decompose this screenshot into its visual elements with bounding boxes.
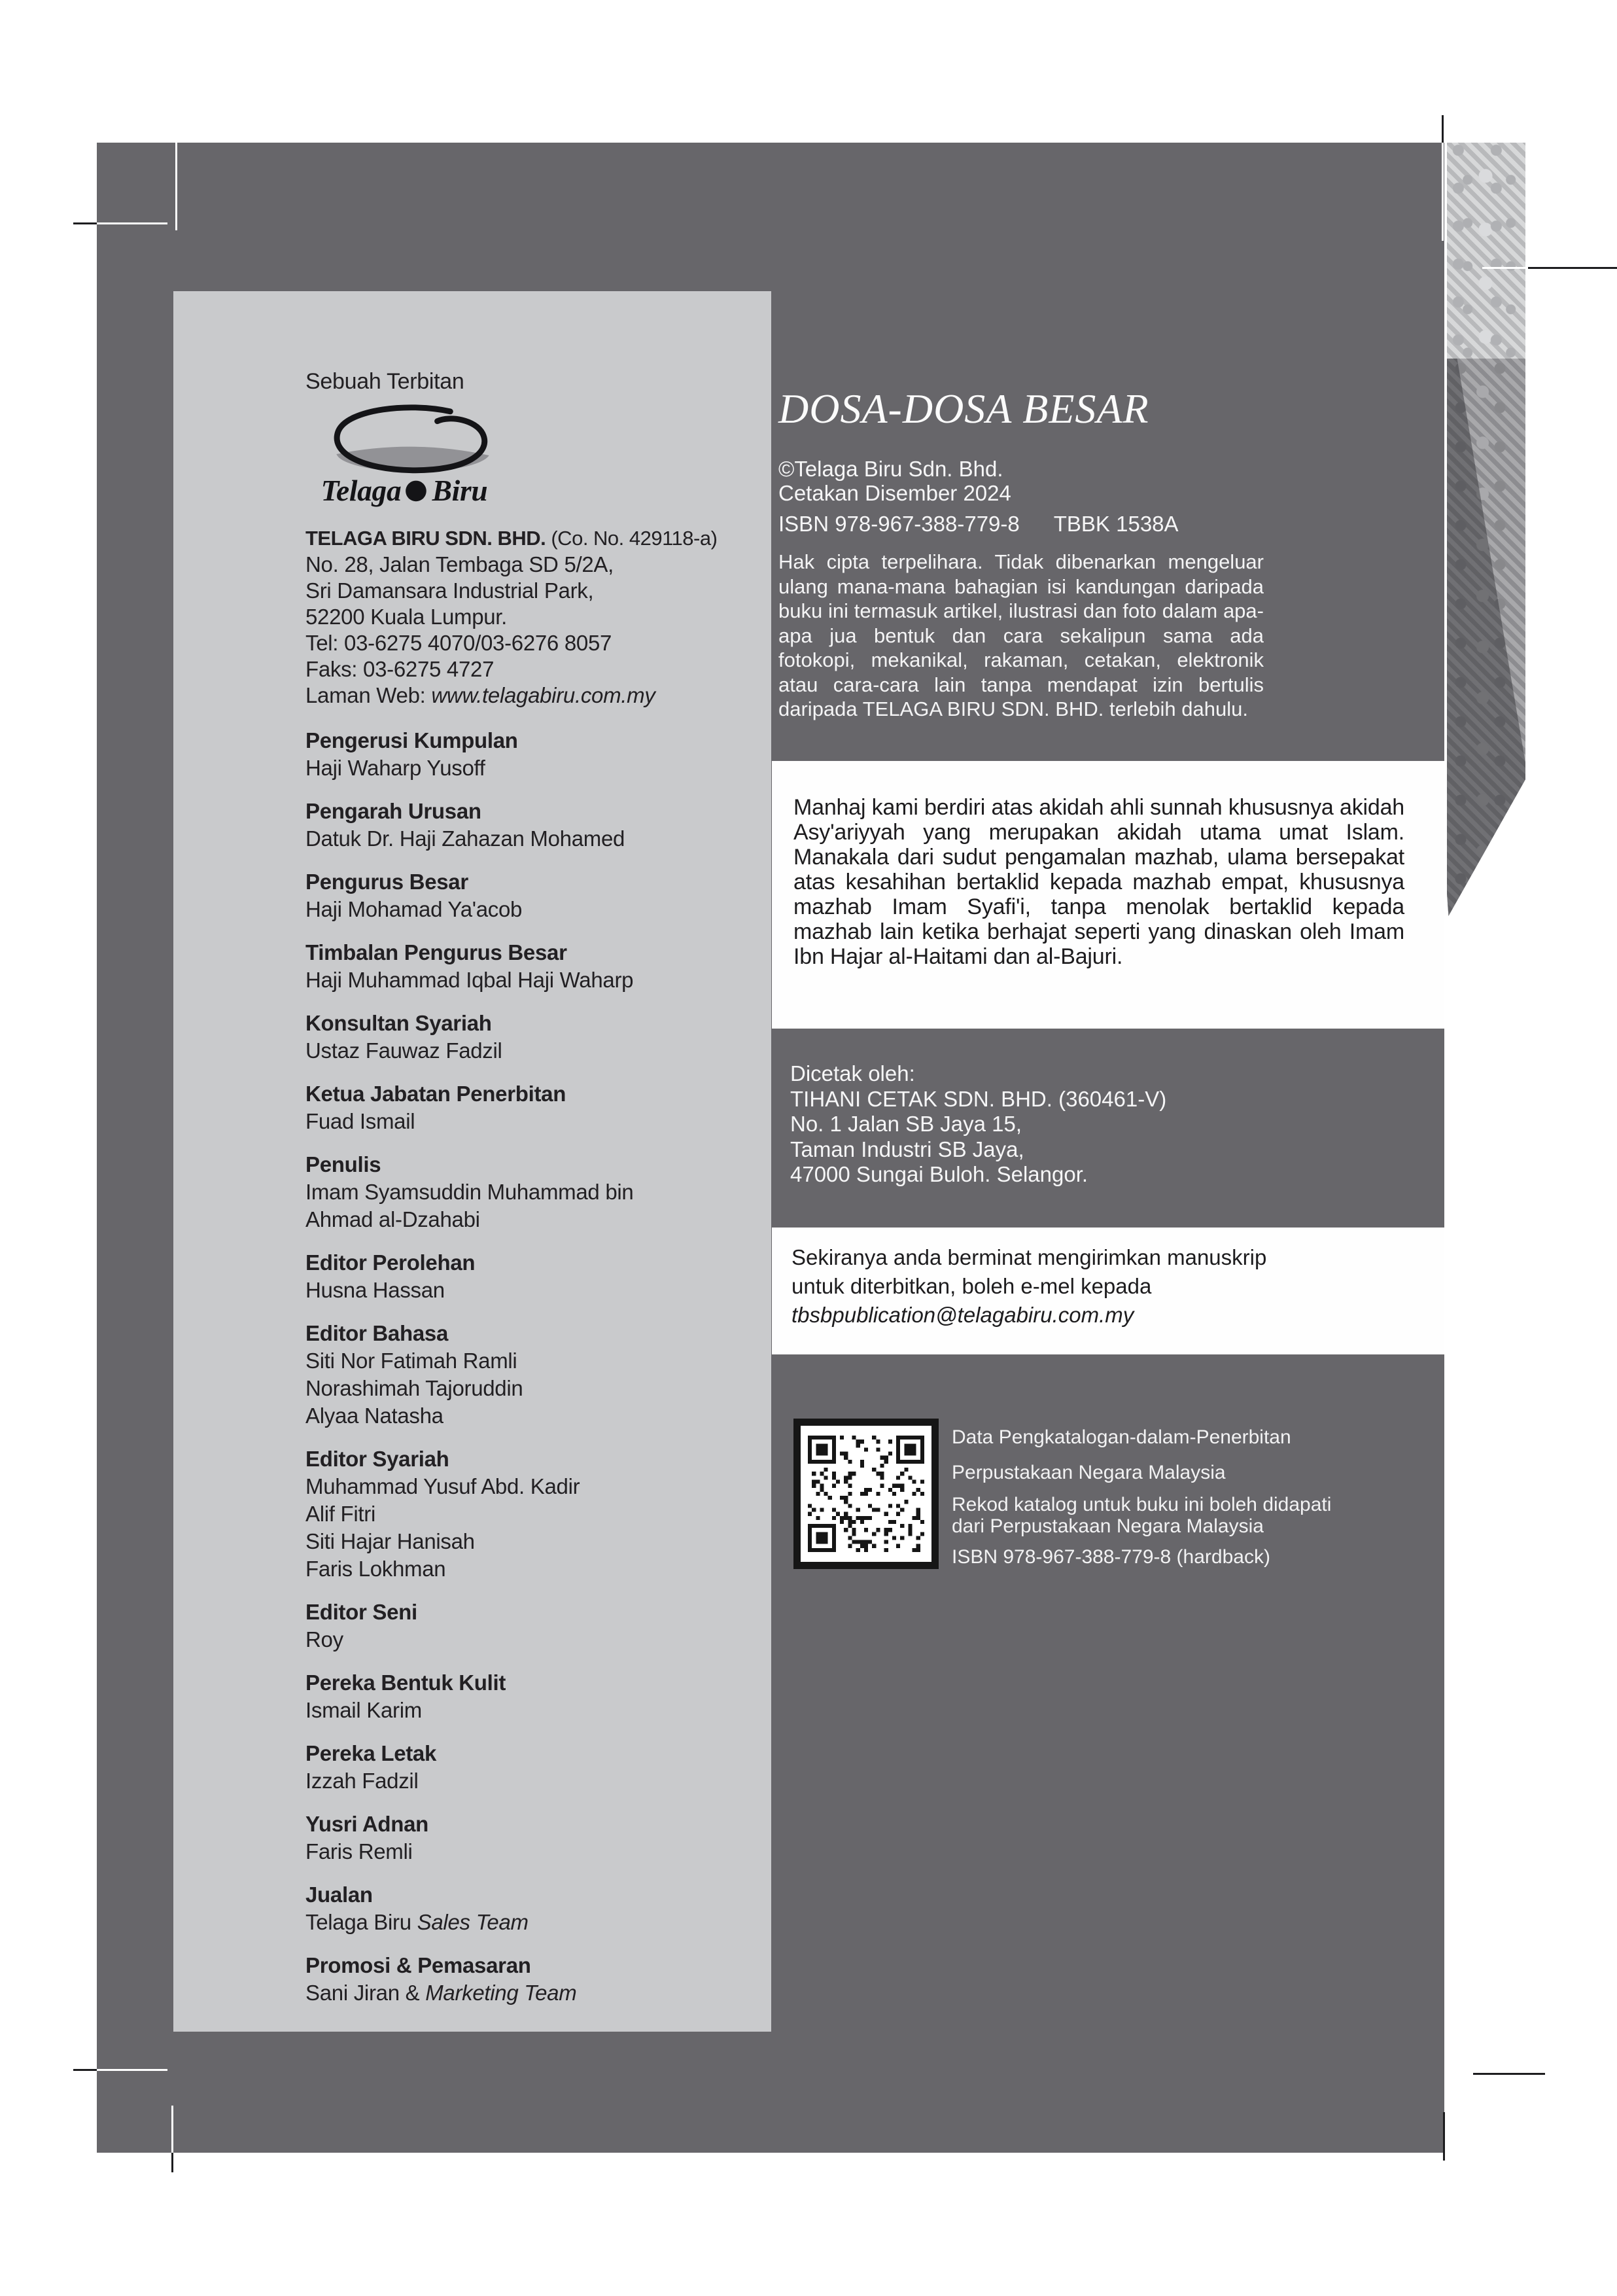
role-name: Imam Syamsuddin Muhammad bin	[305, 1180, 634, 1204]
role-name: Ustaz Fauwaz Fadzil	[305, 1038, 502, 1063]
crop-mark-bottom-left-h-stub	[73, 2069, 97, 2071]
role-title: Yusri Adnan	[305, 1812, 429, 1836]
manuscript-text	[791, 1243, 1266, 1330]
role-name: Alif Fitri	[305, 1502, 375, 1526]
web-label: Laman Web:	[305, 683, 432, 707]
role-name: Haji Muhammad Iqbal Haji Waharp	[305, 968, 634, 992]
manhaj-text: Manhaj kami berdiri atas akidah ahli sunnah khususnya akidah Asy'ariyyah yang merupakan akidah utama umat Islam. Manakala dari sudut pengamalan mazhab, ulama bersepakat atas kesahihan bertaklid kepada mazhab empat, khususnya mazhab Imam Syafi'i, tanpa menolak bertaklid kepada mazhab lain ketika berhajat seperti yang dinaskan oleh Imam Ibn Hajar al-Haitami dan al-Bajuri.	[793, 795, 1404, 969]
manuscript-lines	[791, 1243, 1266, 1301]
publisher-web-line	[305, 682, 765, 709]
role-name: Norashimah Tajoruddin	[305, 1376, 523, 1400]
manhaj-panel	[772, 761, 1444, 1029]
web-url[interactable]: www.telagabiru.com.my	[431, 683, 655, 707]
publisher-address-lines	[305, 552, 765, 682]
cataloguing-library: Perpustakaan Negara Malaysia	[952, 1462, 1226, 1483]
role-name: Fuad Ismail	[305, 1109, 415, 1133]
telaga-biru-logo-icon	[315, 402, 511, 512]
role-title: Konsultan Syariah	[305, 1011, 492, 1035]
printer-label: Dicetak oleh:	[790, 1061, 915, 1086]
cover-pattern-strip	[1447, 143, 1525, 359]
role-name: Muhammad Yusuf Abd. Kadir	[305, 1474, 580, 1498]
role-name: Siti Hajar Hanisah	[305, 1529, 475, 1553]
publisher-name: TELAGA BIRU SDN. BHD.	[305, 527, 546, 550]
manuscript-line-2: untuk diterbitkan, boleh e-mel kepada	[791, 1274, 1152, 1298]
role-group-9	[305, 1320, 765, 1430]
role-title: Pengurus Besar	[305, 870, 468, 894]
crop-mark-bottom-left-v-stub	[171, 2153, 173, 2172]
role-name: Siti Nor Fatimah Ramli	[305, 1349, 517, 1373]
logo-word-biru: Biru	[432, 474, 488, 508]
crop-mark-top-right-v	[1442, 143, 1444, 241]
staff-roles-list	[305, 727, 765, 2007]
role-name: Faris Remli	[305, 1839, 413, 1863]
role-group-15	[305, 1881, 765, 1936]
role-name: Izzah Fadzil	[305, 1769, 419, 1793]
role-group-14	[305, 1810, 765, 1865]
role-title: Ketua Jabatan Penerbitan	[305, 1082, 566, 1106]
rights-notice: Hak cipta terpelihara. Tidak dibenarkan mengeluar ulang mana-mana bahagian isi kandungan daripada buku ini termasuk artikel, ilustrasi dan foto dalam apa-apa jua bentuk dan cara sekalipun sama ada fotokopi, mekanikal, rakaman, cetakan, elektronik atau cara-cara lain tanpa mendapat izin bertulis daripada TELAGA BIRU SDN. BHD. terlebih dahulu.	[778, 550, 1264, 720]
role-title: Pereka Letak	[305, 1741, 437, 1765]
role-group-11	[305, 1598, 765, 1653]
role-name: Ismail Karim	[305, 1698, 422, 1722]
role-name: Roy	[305, 1627, 343, 1651]
copyright-line: ©Telaga Biru Sdn. Bhd.	[778, 457, 1003, 481]
role-group-7	[305, 1151, 765, 1233]
role-group-13	[305, 1740, 765, 1795]
role-title: Editor Seni	[305, 1600, 417, 1624]
address-line-1: No. 28, Jalan Tembaga SD 5/2A,	[305, 552, 614, 576]
role-group-5	[305, 1010, 765, 1065]
role-title: Jualan	[305, 1882, 373, 1907]
crop-mark-top-right-h-on-pattern	[1482, 267, 1525, 269]
logo-dot	[406, 481, 426, 502]
printer-line-1: TIHANI CETAK SDN. BHD. (360461-V)	[790, 1086, 1167, 1111]
cataloguing-record-2: dari Perpustakaan Negara Malaysia	[952, 1515, 1264, 1537]
role-group-10	[305, 1445, 765, 1583]
crop-mark-bottom-left-v	[171, 2106, 173, 2153]
crop-mark-top-left-h-stub	[73, 222, 97, 224]
role-name: Datuk Dr. Haji Zahazan Mohamed	[305, 826, 625, 851]
manuscript-panel	[772, 1227, 1444, 1354]
role-name: Telaga Biru Sales Team	[305, 1910, 529, 1934]
publisher-co-no: (Co. No. 429118-a)	[546, 527, 718, 550]
crop-mark-top-right-h	[1528, 267, 1617, 269]
printer-line-4: 47000 Sungai Buloh. Selangor.	[790, 1162, 1088, 1186]
crop-mark-bottom-right-v	[1443, 2112, 1445, 2161]
cover-pattern-fold	[1447, 359, 1525, 916]
book-title: DOSA-DOSA BESAR	[778, 385, 1149, 432]
role-title: Editor Syariah	[305, 1447, 449, 1471]
qr-code-icon	[793, 1419, 939, 1569]
role-name: Husna Hassan	[305, 1278, 445, 1302]
role-title: Editor Perolehan	[305, 1250, 476, 1275]
edition-line: Cetakan Disember 2024	[778, 481, 1011, 505]
role-title: Penulis	[305, 1152, 381, 1176]
crop-mark-bottom-right-h	[1473, 2073, 1545, 2075]
role-group-1	[305, 727, 765, 782]
role-group-12	[305, 1669, 765, 1724]
address-line-5: Faks: 03-6275 4727	[305, 657, 495, 681]
cataloguing-record-1: Rekod katalog untuk buku ini boleh didapati	[952, 1494, 1332, 1515]
qr-code-modules	[801, 1426, 931, 1562]
role-name: Ahmad al-Dzahabi	[305, 1207, 480, 1231]
crop-mark-top-right-v-stub	[1442, 115, 1444, 143]
crop-mark-bottom-left-h	[97, 2069, 167, 2071]
publisher-address-block	[305, 525, 765, 709]
cataloguing-isbn: ISBN 978-967-388-779-8 (hardback)	[952, 1546, 1270, 1568]
copyright-block	[778, 457, 1011, 505]
role-title: Timbalan Pengurus Besar	[305, 940, 567, 964]
role-name: Alyaa Natasha	[305, 1404, 443, 1428]
role-group-6	[305, 1080, 765, 1135]
role-group-4	[305, 939, 765, 994]
printer-line-2: No. 1 Jalan SB Jaya 15,	[790, 1112, 1022, 1136]
role-title: Pengerusi Kumpulan	[305, 728, 518, 752]
role-group-8	[305, 1249, 765, 1304]
cataloguing-title: Data Pengkatalogan-dalam-Penerbitan	[952, 1426, 1291, 1448]
role-title: Editor Bahasa	[305, 1321, 448, 1345]
isbn-line	[778, 512, 1179, 537]
printer-block	[790, 1061, 1166, 1188]
role-title: Pengarah Urusan	[305, 799, 481, 823]
role-name: Haji Mohamad Ya'acob	[305, 897, 523, 921]
printer-line-3: Taman Industri SB Jaya,	[790, 1137, 1024, 1161]
publisher-code: TBBK 1538A	[1053, 512, 1179, 536]
role-group-2	[305, 798, 765, 853]
isbn-number: ISBN 978-967-388-779-8	[778, 512, 1020, 536]
role-name: Faris Lokhman	[305, 1557, 446, 1581]
manuscript-email[interactable]: tbsbpublication@telagabiru.com.my	[791, 1303, 1134, 1327]
address-line-4: Tel: 03-6275 4070/03-6276 8057	[305, 631, 612, 655]
crop-mark-top-left-v	[175, 143, 177, 230]
role-title: Pereka Bentuk Kulit	[305, 1670, 506, 1695]
role-group-16	[305, 1952, 765, 2007]
role-name: Haji Waharp Yusoff	[305, 756, 485, 780]
crop-mark-top-left-h	[97, 222, 167, 224]
publisher-name-line	[305, 525, 765, 552]
manuscript-line-1: Sekiranya anda berminat mengirimkan manuskrip	[791, 1245, 1267, 1269]
role-name: Sani Jiran & Marketing Team	[305, 1981, 577, 2005]
publication-label: Sebuah Terbitan	[305, 369, 464, 394]
printer-address	[790, 1087, 1166, 1188]
logo-word-telaga: Telaga	[321, 474, 402, 508]
role-title: Promosi & Pemasaran	[305, 1953, 531, 1977]
address-line-3: 52200 Kuala Lumpur.	[305, 605, 508, 629]
publisher-panel	[173, 291, 771, 2032]
role-group-3	[305, 868, 765, 923]
address-line-2: Sri Damansara Industrial Park,	[305, 578, 594, 603]
